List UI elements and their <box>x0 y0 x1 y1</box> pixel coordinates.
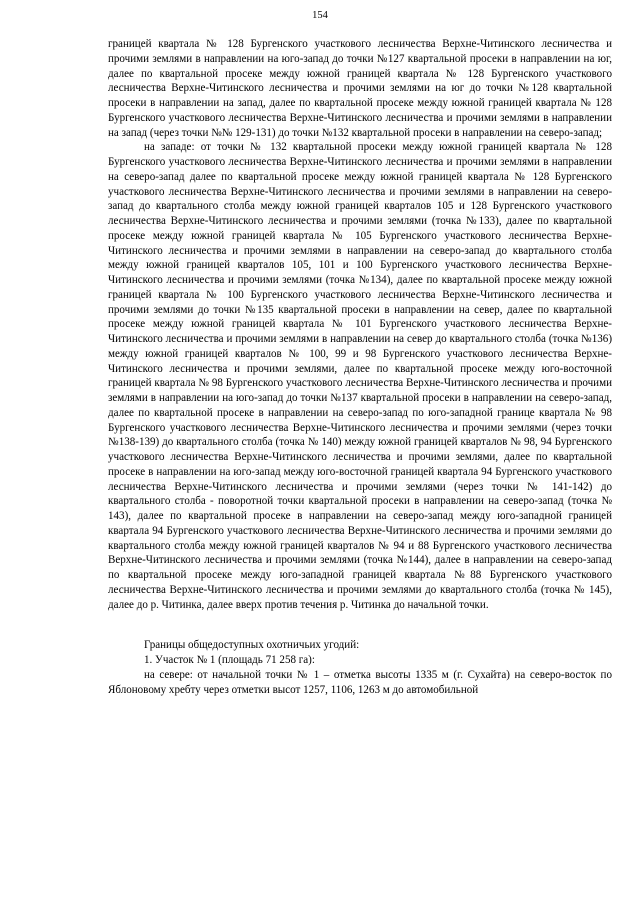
paragraph-west-boundary: на западе: от точки № 132 квартальной просеки между южной границей квартала № 128 Бургенского участкового лесничества Верхне-Читинского лесничества и прочими землями в направлении на северо-запад далее по квартальной просеке между южной границей квартала № 128 Бургенского участкового лесничества Верхне-Читинского лесничества и прочими землями в направлении на северо-запад до квартального столба между южной границей кварталов 105 и 128 Бургенского участкового лесничества Верхне-Читинского лесничества и прочими землями (точка №133), далее по квартальной просеке между южной границей квартала № 105 Бургенского участкового лесничества Верхне-Читинского лесничества и прочими землями в направлении на северо-запад до квартального столба между южной границей кварталов 105, 101 и 100 Бургенского участкового лесничества Верхне-Читинского лесничества и прочими землями (точка №134), далее по квартальной просеке между южной границей квартала № 100 Бургенского участкового лесничества Верхне-Читинского лесничества и прочими землями до точки №135 квартальной просеки в направлении на север, далее по квартальной просеке между южной границей квартала № 101 Бургенского участкового лесничества Верхне-Читинского лесничества и прочими землями в направлении на север до квартального столба (точка №136) между южной границей кварталов № 100, 99 и 98 Бургенского участкового лесничества Верхне-Читинского лесничества и прочими землями, далее по квартальной просеке между юго-восточной границей квартала № 98 Бургенского участкового лесничества Верхне-Читинского лесничества и прочими землями в направлении на юго-запад до точки №137 квартальной просеки в направлении на северо-запад, далее по квартальной просеке в направлении на северо-запад по юго-западной границе квартала № 98 Бургенского участкового лесничества Верхне-Читинского лесничества и прочими землями (через точки №138-139) до квартального столба (точка № 140) между южной границей кварталов № 98, 94 Бургенского участкового лесничества Верхне-Читинского лесничества и прочими землями, далее по квартальной просеке в направлении на юго-запад между юго-восточной границей квартала 94 Бургенского участкового лесничества Верхне-Читинского лесничества и прочими землями (через точки № 141-142) до квартального столба - поворотной точки квартальной просеки в направлении на северо-запад (точка № 143), далее по квартальной просеке в направлении на северо-запад между юго-западной границей квартала 94 Бургенского участкового лесничества Верхне-Читинского лесничества и прочими землями до квартального столба между южной границей кварталов № 94 и 88 Бургенского участкового лесничества Верхне-Читинского лесничества и прочими землями (точка №144), далее в направлении на северо-запад по квартальной просеке между юго-западной границей квартала №88 Бургенского участкового лесничества Верхне-Читинского лесничества и прочими землями до квартального столба (точка № 145), далее до р. Читинка, далее вверх против течения р. Читинка до начальной точки. <box>108 141 612 611</box>
document-body <box>108 37 612 697</box>
paragraph-north-boundary: на севере: от начальной точки № 1 – отметка высоты 1335 м (г. Сухайта) на северо-восток по Яблоновому хребту через отметки высот 1257, 1106, 1263 м до автомобильной <box>108 668 612 696</box>
subsection-title: 1. Участок № 1 (площадь 71 258 га): <box>144 654 315 666</box>
page-number: 154 <box>312 10 328 21</box>
paragraph-continuation: границей квартала № 128 Бургенского участкового лесничества Верхне-Читинского лесничества и прочими землями в направлении на юго-запад до точки №127 квартальной просеки в направлении на юг, далее по квартальной просеке между южной границей квартала № 128 Бургенского участкового лесничества Верхне-Читинского лесничества и прочими землями на юг до точки №128 квартальной просеки в направлении на запад, далее по квартальной просеке между южной границей квартала № 128 Бургенского участкового лесничества Верхне-Читинского лесничества и прочими землями в направлении на запад (через точки №№ 129-131) до точки №132 квартальной просеки в направлении на северо-запад; <box>108 38 612 139</box>
section-spacer <box>108 612 612 638</box>
section-title: Границы общедоступных охотничьих угодий: <box>144 639 360 652</box>
